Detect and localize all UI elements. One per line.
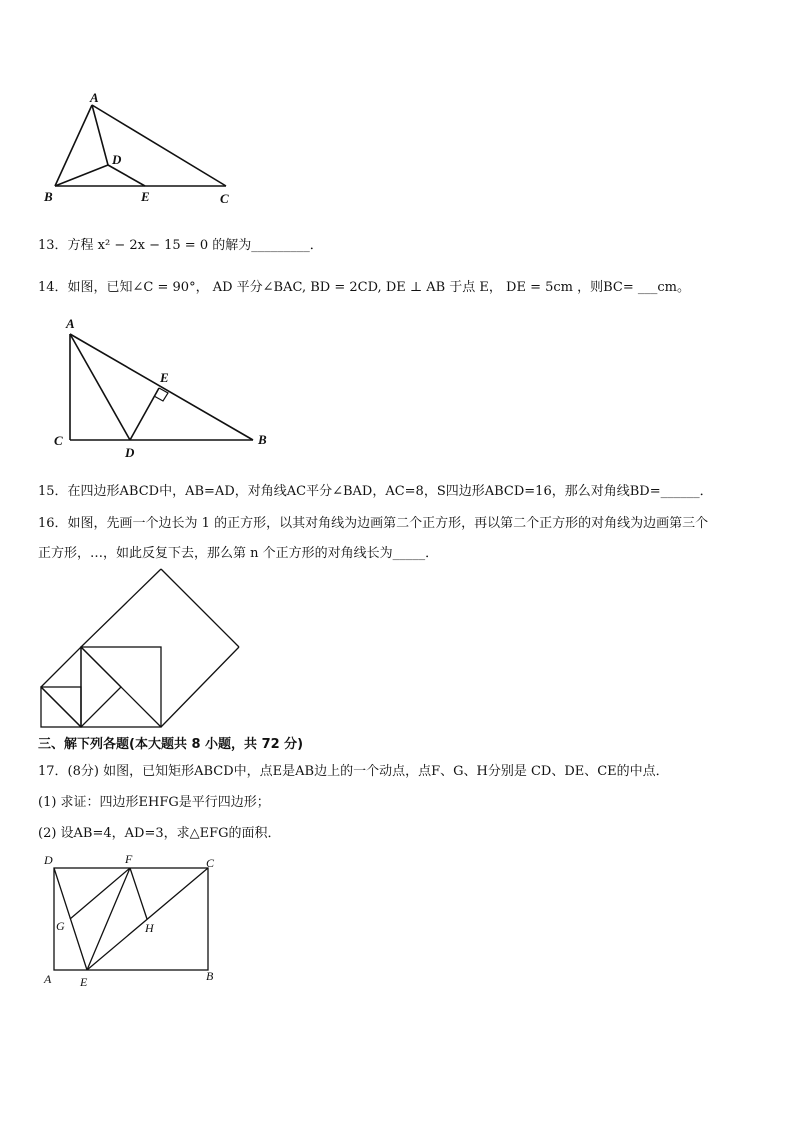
label-A: A: [90, 90, 99, 105]
label-E: E: [141, 189, 150, 204]
label-H: H: [145, 921, 154, 935]
right-triangle-figure: [50, 312, 280, 460]
question-13: 13．方程 x² − 2x − 15 = 0 的解为_________．: [38, 238, 323, 253]
section-3-title: 三、解下列各题(本大题共 8 小题，共 72 分): [38, 737, 304, 752]
label-C: C: [206, 856, 215, 870]
squares-figure: [38, 566, 244, 730]
label-C: C: [54, 433, 63, 448]
label-D: D: [44, 853, 53, 867]
label-E: E: [80, 975, 88, 989]
label-A: A: [44, 972, 52, 986]
label-B: B: [258, 432, 267, 447]
label-D: D: [125, 445, 135, 460]
label-E: E: [160, 370, 169, 385]
question-16-line-1: 16．如图，先画一个边长为 1 的正方形，以其对角线为边画第二个正方形，再以第二个正方形的对角线为边画第三个: [38, 516, 709, 531]
label-F: F: [125, 852, 133, 866]
question-17-part-2: (2) 设AB=4，AD=3，求△EFG的面积．: [38, 826, 281, 841]
question-14: 14．如图，已知∠C = 90°， AD 平分∠BAC, BD = 2CD, DE ⊥ AB 于点 E， DE = 5cm ，则BC= ___cm。: [38, 280, 690, 295]
question-17-part-1: (1) 求证：四边形EHFG是平行四边形；: [38, 795, 270, 810]
label-A: A: [66, 316, 75, 331]
label-B: B: [206, 969, 214, 983]
rectangle-figure: [40, 850, 240, 992]
label-C: C: [220, 191, 229, 206]
question-17-stem: 17．(8分) 如图，已知矩形ABCD中，点E是AB边上的一个动点，点F、G、H分别是 CD、DE、CE的中点．: [38, 764, 669, 779]
label-D: D: [112, 152, 122, 167]
question-15: 15．在四边形ABCD中，AB=AD，对角线AC平分∠BAD，AC=8，S四边形ABCD=16，那么对角线BD=______．: [38, 484, 713, 499]
label-B: B: [44, 189, 53, 204]
triangle-figure-top: [40, 88, 240, 208]
label-G: G: [56, 919, 65, 933]
question-16-line-2: 正方形，…，如此反复下去，那么第 n 个正方形的对角线长为_____．: [38, 546, 439, 561]
